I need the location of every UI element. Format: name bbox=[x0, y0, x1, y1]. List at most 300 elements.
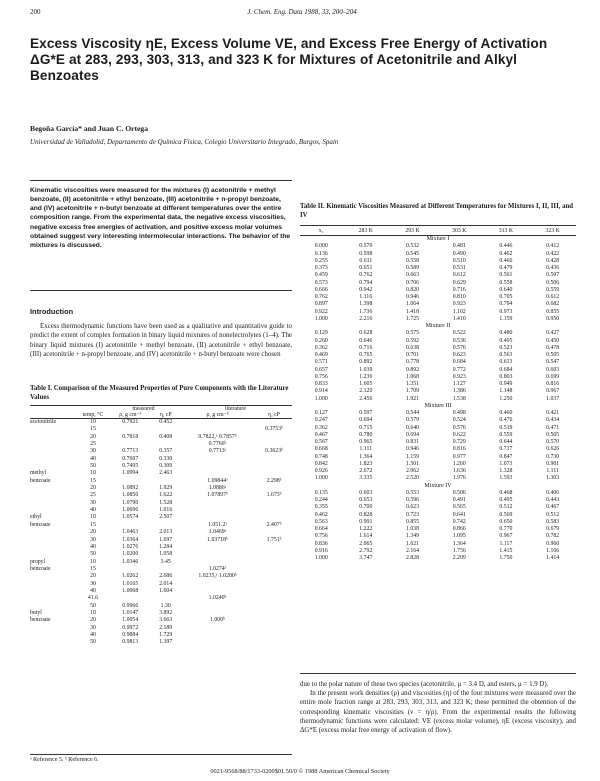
table2-cell: 0.135 bbox=[314, 489, 328, 496]
table2-cell: 0.650 bbox=[499, 518, 513, 525]
table1-row bbox=[30, 595, 292, 602]
table2-cell: 0.547 bbox=[546, 359, 560, 366]
table1-cell bbox=[153, 478, 179, 485]
table1-cell: 10 bbox=[90, 419, 96, 425]
table1-cell bbox=[30, 595, 78, 602]
table2-cell: 1.260 bbox=[452, 460, 466, 467]
table1-cell: 2.298ᵇ bbox=[266, 477, 282, 484]
table1-row bbox=[30, 566, 292, 573]
table2-cell: 0.421 bbox=[546, 410, 560, 416]
table2-cell: 0.847 bbox=[499, 453, 513, 460]
table2-cell: 0.563 bbox=[314, 518, 328, 525]
table2-cell: 0.406 bbox=[546, 489, 560, 496]
table1-bottom-rule bbox=[30, 754, 292, 755]
table2 bbox=[300, 225, 576, 562]
article-title: Excess Viscosity ηE, Excess Volume VE, and Excess Free Energy of Activation ΔG*E at 283, 293, 303, 313, and 323 K for Mixtures of Acetonitrile and Alkyl Benzoates bbox=[30, 36, 548, 83]
table1-cell: 1.622 bbox=[159, 492, 173, 499]
table1-cell bbox=[179, 463, 256, 470]
table2-mixture-row bbox=[300, 403, 576, 410]
table2-cell: 1.127 bbox=[452, 381, 466, 387]
table2-cell: 0.536 bbox=[452, 337, 466, 344]
table1-cell: 1.051.2ᵃ bbox=[208, 521, 227, 528]
table2-cell: 1.222 bbox=[359, 526, 373, 532]
table2-cell: 1.410 bbox=[452, 315, 466, 322]
table2-row bbox=[300, 287, 576, 294]
table2-cell: 0.892 bbox=[406, 366, 420, 373]
table1-cell bbox=[256, 463, 292, 470]
table1-cell: 1.0068 bbox=[122, 587, 139, 594]
table2-cell: 1.418 bbox=[406, 308, 420, 315]
table1-cell: 0.9966 bbox=[122, 602, 139, 609]
table2-cell: 1.709 bbox=[406, 388, 420, 395]
table1-row bbox=[30, 573, 292, 580]
table2-cell: 0.816 bbox=[546, 381, 560, 387]
table1-cell: 1.058 bbox=[159, 551, 173, 558]
table2-cell: 1.605 bbox=[359, 381, 373, 387]
table2-cell: 1.250 bbox=[499, 395, 513, 402]
table2-row bbox=[300, 374, 576, 381]
table2-row bbox=[300, 541, 576, 548]
table2-cell: 0.638 bbox=[406, 344, 420, 351]
table2-cell: 0.942 bbox=[359, 286, 373, 293]
table2-row bbox=[300, 301, 576, 308]
table1-cell: 15 bbox=[90, 565, 96, 572]
table1-cell bbox=[179, 507, 256, 514]
table1-cell: benzoate bbox=[30, 565, 51, 572]
right-paragraph-2: In the present work densities (ρ) and viscosities (η) of the four mixtures were measured over the entire mole fraction range at 283, 293, 303, 313, and 323 K; these permitted the obtention of the corresponding kinematic viscosities (ν = η/ρ). From the experimental results the following thermodynamic functions were calculated: VE (excess molar volume), ηE (excess viscosity), and ΔG*E (excess molar free energy of activation of flow). bbox=[300, 690, 576, 735]
table2-cell: 0.495 bbox=[499, 497, 513, 503]
table1-column-header: ρ, g cm⁻³ bbox=[179, 412, 256, 419]
table2-cell: 0.946 bbox=[406, 446, 420, 453]
table1-cell bbox=[30, 492, 78, 499]
table2-cell: 0.977 bbox=[452, 453, 466, 460]
table2-column-header: x₁ bbox=[300, 226, 342, 236]
table2-cell: 0.782 bbox=[546, 533, 560, 540]
table2-cell: 0.855 bbox=[546, 308, 560, 315]
table2-cell: 1.095 bbox=[452, 533, 466, 540]
table2-bottom-rule bbox=[300, 673, 576, 674]
table2-cell: 0.651 bbox=[359, 265, 373, 271]
table2-cell: 0.640 bbox=[406, 424, 420, 431]
table1-cell: benzoate bbox=[30, 617, 51, 624]
table2-cell: 0.855 bbox=[406, 518, 420, 525]
table1-cell: 0.7921 bbox=[122, 419, 139, 425]
table2-cell: 0.469 bbox=[314, 352, 328, 358]
table2-cell: 0.565 bbox=[452, 504, 466, 511]
table2-row bbox=[300, 309, 576, 316]
table1-cell: 1.0165 bbox=[122, 580, 139, 587]
table2-row bbox=[300, 446, 576, 453]
table1-cell: 1.09844ᵃ bbox=[207, 477, 228, 484]
table1-cell: 50 bbox=[90, 463, 96, 470]
table2-cell: 0.576 bbox=[452, 344, 466, 351]
table1-cell: 1.0346 bbox=[122, 558, 139, 565]
table2-row bbox=[300, 504, 576, 511]
table2-cell: 0.506 bbox=[546, 279, 560, 286]
table2-column-header: 313 K bbox=[483, 226, 530, 236]
table2-row bbox=[300, 497, 576, 504]
table1-cell bbox=[256, 639, 292, 646]
table2-cell: 0.653 bbox=[359, 497, 373, 503]
table2-row bbox=[300, 352, 576, 359]
table2-cell: 0.507 bbox=[546, 272, 560, 279]
table2-cell: 0.833 bbox=[314, 381, 328, 387]
table2-cell: 0.923 bbox=[452, 373, 466, 380]
table2-cell: 1.000 bbox=[314, 395, 328, 402]
table1-row bbox=[30, 522, 292, 529]
table2-cell: 0.478 bbox=[546, 344, 560, 351]
table1-cell: propyl bbox=[30, 558, 46, 565]
table2-cell: 0.512 bbox=[499, 504, 513, 511]
table2-row bbox=[300, 243, 576, 250]
table1-cell: 50 bbox=[90, 602, 96, 609]
table2-row bbox=[300, 338, 576, 345]
table2-cell: 0.613 bbox=[499, 359, 513, 366]
table2-cell: 0.136 bbox=[314, 250, 328, 257]
table2-cell: 2.065 bbox=[359, 540, 373, 547]
table2-cell: 1.750 bbox=[499, 555, 513, 561]
table1-caption: Table I. Comparison of the Measured Properties of Pure Components with the Literature Values bbox=[30, 385, 289, 401]
table2-row bbox=[300, 265, 576, 272]
table1 bbox=[30, 405, 292, 647]
table1-cell: 20 bbox=[90, 433, 96, 440]
table2-cell: 0.428 bbox=[546, 257, 560, 264]
table1-cell bbox=[30, 632, 78, 639]
table2-cell: 0.460 bbox=[499, 410, 513, 416]
table1-cell: benzoate bbox=[30, 477, 51, 484]
table2-cell: 0.640 bbox=[499, 286, 513, 293]
table1-row bbox=[30, 500, 292, 507]
table1-cell: 0.9884 bbox=[122, 631, 139, 638]
table1-cell bbox=[179, 559, 256, 566]
table2-cell: 1.414 bbox=[546, 555, 560, 561]
table1-cell: 1.729 bbox=[159, 631, 173, 638]
table2-cell: 0.716 bbox=[359, 344, 373, 351]
table1-cell: 10 bbox=[90, 470, 96, 477]
table1-cell: 1.0892 bbox=[122, 485, 139, 492]
table2-row bbox=[300, 251, 576, 258]
table2-cell: 0.603 bbox=[359, 489, 373, 496]
table1-cell: 0.7713 bbox=[122, 448, 139, 455]
table2-cell: 0.922 bbox=[314, 308, 328, 315]
introduction-text bbox=[30, 322, 292, 359]
table2-cell: 0.462 bbox=[314, 511, 328, 518]
table1-cell bbox=[256, 559, 292, 566]
table1-cell: 1.0147 bbox=[122, 609, 139, 616]
table1-cell: 40 bbox=[90, 631, 96, 638]
table1-cell: 1.0054 bbox=[122, 617, 139, 624]
table2-mixture-label: Mixture II bbox=[425, 323, 451, 329]
table2-cell: 0.794 bbox=[359, 279, 373, 286]
table1-cell: 1.0850 bbox=[122, 492, 139, 499]
table2-cell: 0.623 bbox=[406, 504, 420, 511]
table2-cell: 0.682 bbox=[546, 301, 560, 308]
table1-cell bbox=[30, 441, 78, 448]
table1-cell bbox=[153, 522, 179, 529]
table1-row bbox=[30, 551, 292, 558]
table2-cell: 1.736 bbox=[359, 308, 373, 315]
table2-column-header: 303 K bbox=[436, 226, 483, 236]
table2-cell: 0.914 bbox=[314, 388, 328, 395]
article-authors: Begoña García* and Juan C. Ortega bbox=[30, 124, 148, 133]
table2-cell: 0.510 bbox=[452, 257, 466, 264]
table2-cell: 0.570 bbox=[359, 243, 373, 250]
table2-cell: 0.756 bbox=[314, 373, 328, 380]
table2-cell: 0.701 bbox=[406, 352, 420, 358]
table2-cell: 1.538 bbox=[452, 395, 466, 402]
table1-cell: 50 bbox=[90, 551, 96, 558]
table1-row bbox=[30, 507, 292, 514]
table1-cell bbox=[256, 625, 292, 632]
table1-row bbox=[30, 478, 292, 485]
table2-cell: 0.730 bbox=[546, 453, 560, 460]
table1-cell bbox=[256, 441, 292, 448]
table1-cell bbox=[179, 551, 256, 558]
table1-column-header: ρ, g cm⁻³ bbox=[108, 412, 153, 419]
table2-cell: 1.328 bbox=[499, 468, 513, 474]
table2-cell: 1.756 bbox=[452, 547, 466, 554]
table1-row bbox=[30, 617, 292, 624]
table1-cell bbox=[30, 581, 78, 588]
table2-cell: 0.842 bbox=[314, 460, 328, 467]
introduction-heading: Introduction bbox=[30, 307, 74, 316]
table2-cell: 3.747 bbox=[359, 555, 373, 561]
table2-cell: 0.544 bbox=[406, 410, 420, 416]
table2-cell: 1.000 bbox=[314, 315, 328, 322]
table2-cell: 0.491 bbox=[452, 497, 466, 503]
table1-cell bbox=[256, 456, 292, 463]
table1-cell: 1.016 bbox=[159, 507, 173, 514]
table1-cell bbox=[179, 603, 256, 610]
introduction-paragraph: Excess thermodynamic functions have been used as a qualitative and quantitative guide to predict the extent of complex formation in binary liquid mixtures of nonelectrolytes (1–4). The binary liquid mixtures (I) acetonitrile + methyl benzoate, (II) acetonitrile + ethyl benzoate, (III) acetonitrile + n-propyl benzoate, and (IV) acetonitrile + n-butyl benzoate were chosen bbox=[30, 323, 292, 358]
table2-cell: 2.792 bbox=[359, 547, 373, 554]
table2-mixture-row bbox=[300, 323, 576, 330]
table2-cell: 1.116 bbox=[359, 294, 373, 300]
table1-cell: 0.357 bbox=[159, 448, 173, 455]
table2-cell: 0.663 bbox=[406, 272, 420, 279]
table1-cell: 1.0274ᵃ bbox=[208, 565, 227, 572]
table1-cell bbox=[153, 426, 179, 433]
table2-cell: 0.778 bbox=[406, 359, 420, 366]
table1-cell bbox=[256, 581, 292, 588]
table2-mixture-label: Mixture I bbox=[426, 236, 450, 242]
page-footer: 0021-9568/88/1733-0200$01.50/0 © 1988 American Chemical Society bbox=[210, 768, 390, 775]
table2-cell: 0.519 bbox=[499, 424, 513, 431]
table2-cell: 2.216 bbox=[359, 315, 373, 322]
table2-row bbox=[300, 439, 576, 446]
table1-cell: 1.0463 bbox=[122, 529, 139, 536]
table1-cell: 0.7822,ᵃ 0.7857ᵇ bbox=[198, 433, 237, 440]
author-affiliation: Universidad de Valladolid, Departamento de Química Física, Colegio Universitario Integrado, Burgos, Spain bbox=[30, 138, 339, 146]
table2-cell: 0.729 bbox=[452, 439, 466, 445]
table2-cell: 1.117 bbox=[499, 540, 513, 547]
table1-cell: 2.014 bbox=[159, 580, 173, 587]
table1-cell: 15 bbox=[90, 521, 96, 528]
table1-cell bbox=[108, 478, 153, 485]
table2-cell: 0.748 bbox=[314, 453, 328, 460]
table1-cell: 1.929 bbox=[159, 485, 173, 492]
table1-row bbox=[30, 639, 292, 646]
table2-cell: 1.501 bbox=[406, 460, 420, 467]
table1-footnote: ᵃ Reference 5. ᵇ Reference 6. bbox=[30, 757, 99, 763]
table1-cell bbox=[179, 470, 256, 477]
table1-cell bbox=[256, 507, 292, 514]
table2-cell: 0.700 bbox=[359, 504, 373, 511]
table2-cell: 0.481 bbox=[452, 243, 466, 250]
table1-row bbox=[30, 426, 292, 433]
table2-cell: 0.597 bbox=[359, 410, 373, 416]
table2-cell: 0.668 bbox=[314, 446, 328, 453]
table2-cell: 1.921 bbox=[406, 395, 420, 402]
table2-cell: 1.111 bbox=[359, 446, 373, 453]
table2-cell: 0.244 bbox=[314, 497, 328, 503]
table2-cell: 0.705 bbox=[499, 294, 513, 300]
table2-cell: 1.064 bbox=[406, 301, 420, 308]
table2-cell: 0.973 bbox=[499, 308, 513, 315]
table2-row bbox=[300, 367, 576, 374]
table1-cell: 1.0696 bbox=[122, 507, 139, 514]
table2-mixture-label: Mixture III bbox=[424, 402, 452, 409]
table1-cell: 2.507 bbox=[159, 514, 173, 521]
table1-row bbox=[30, 544, 292, 551]
table1-cell: 1.07897ᵇ bbox=[207, 492, 228, 499]
table2-cell: 0.967 bbox=[499, 533, 513, 540]
table1-cell bbox=[108, 522, 153, 529]
table2-cell: 0.836 bbox=[314, 540, 328, 547]
table2-cell: 0.646 bbox=[359, 337, 373, 344]
table1-cell bbox=[179, 625, 256, 632]
table2-cell: 0.569 bbox=[499, 511, 513, 518]
table2-cell: 0.641 bbox=[452, 511, 466, 518]
table2-cell: 0.628 bbox=[359, 330, 373, 337]
table2-column-header: 293 K bbox=[389, 226, 436, 236]
table2-cell: 0.558 bbox=[406, 257, 420, 264]
table1-cell bbox=[256, 470, 292, 477]
table1-cell bbox=[30, 551, 78, 558]
table1-row bbox=[30, 537, 292, 544]
table1-cell bbox=[30, 588, 78, 595]
table1-group-literature: literature bbox=[179, 406, 292, 413]
table1-cell: 0.7607 bbox=[122, 455, 139, 462]
table2-row bbox=[300, 417, 576, 424]
table2-cell: 0.480 bbox=[499, 330, 513, 337]
table2-cell: 0.561 bbox=[499, 272, 513, 279]
table1-cell bbox=[30, 448, 78, 455]
table2-cell: 0.571 bbox=[314, 359, 328, 366]
table1-cell: 1.30 bbox=[160, 602, 171, 609]
table2-cell: 0.471 bbox=[546, 424, 560, 431]
table2-row bbox=[300, 526, 576, 533]
table2-cell: 0.592 bbox=[406, 337, 420, 344]
table1-cell: 1.0200 bbox=[122, 551, 139, 558]
table2-row bbox=[300, 461, 576, 468]
table2-cell: 0.466 bbox=[499, 257, 513, 264]
table1-cell: 10 bbox=[90, 514, 96, 521]
table1-cell bbox=[179, 632, 256, 639]
table1-cell: 1.528 bbox=[159, 499, 173, 506]
table2-cell: 0.506 bbox=[452, 489, 466, 496]
table2-cell: 0.505 bbox=[546, 352, 560, 358]
table1-column-header: η, cP bbox=[153, 412, 179, 419]
table2-cell: 1.303 bbox=[546, 475, 560, 482]
table2-mixture-row bbox=[300, 483, 576, 490]
table1-cell bbox=[256, 595, 292, 602]
table1-cell bbox=[256, 551, 292, 558]
table1-row bbox=[30, 463, 292, 470]
table2-row bbox=[300, 359, 576, 366]
table2-cell: 1.159 bbox=[406, 453, 420, 460]
table1-row bbox=[30, 581, 292, 588]
table2-cell: 1.000 bbox=[314, 555, 328, 561]
table2-cell: 1.725 bbox=[406, 315, 420, 322]
table1-cell: ethyl bbox=[30, 514, 42, 521]
table1-cell: 1.0574 bbox=[122, 514, 139, 521]
table2-cell: 0.626 bbox=[546, 446, 560, 453]
table2-cell: 0.772 bbox=[452, 366, 466, 373]
table1-cell: 1.697 bbox=[159, 536, 173, 543]
table2-cell: 0.897 bbox=[314, 301, 328, 308]
table1-cell bbox=[256, 500, 292, 507]
table2-cell: 0.559 bbox=[499, 431, 513, 438]
table1-cell bbox=[30, 507, 78, 514]
table1-cell: 0.408 bbox=[159, 433, 173, 440]
table1-cell: 2.189 bbox=[159, 624, 173, 631]
table1-cell: 41.6 bbox=[87, 595, 99, 602]
table1-row bbox=[30, 492, 292, 499]
table2-cell: 0.679 bbox=[546, 526, 560, 532]
table1-cell: 40 bbox=[90, 543, 96, 550]
table2-row bbox=[300, 454, 576, 461]
table2-row bbox=[300, 258, 576, 265]
table1-column-header: η, cP bbox=[256, 412, 292, 419]
table1-cell: 0.7818 bbox=[122, 433, 139, 440]
table2-cell: 0.247 bbox=[314, 417, 328, 424]
table2-cell: 0.991 bbox=[359, 518, 373, 525]
table1-cell: 0.7766ᵇ bbox=[208, 441, 227, 448]
table2-cell: 1.349 bbox=[406, 533, 420, 540]
table1-row bbox=[30, 441, 292, 448]
table2-cell: 0.623 bbox=[452, 352, 466, 358]
table2-row bbox=[300, 432, 576, 439]
table1-cell: 40 bbox=[90, 455, 96, 462]
table1-cell: 30 bbox=[90, 580, 96, 587]
table1-cell: 10 bbox=[90, 558, 96, 565]
table1-cell: 1.0240ᵇ bbox=[208, 595, 227, 602]
table1-cell bbox=[256, 566, 292, 573]
table2-row bbox=[300, 388, 576, 395]
table1-cell bbox=[179, 456, 256, 463]
table2-cell: 2.456 bbox=[359, 395, 373, 402]
table1-cell: 2.013 bbox=[159, 529, 173, 536]
table2-cell: 0.756 bbox=[314, 533, 328, 540]
table2-cell: 0.476 bbox=[499, 417, 513, 424]
table1-cell: 50 bbox=[90, 639, 96, 646]
table1-cell bbox=[30, 639, 78, 646]
table2-cell: 0.742 bbox=[452, 518, 466, 525]
table1-cell: 1.0262 bbox=[122, 573, 139, 580]
table1-cell: 1.604 bbox=[159, 587, 173, 594]
table2-cell: 1.976 bbox=[452, 475, 466, 482]
table2-cell: 0.498 bbox=[452, 410, 466, 416]
table2-row bbox=[300, 345, 576, 352]
table1-cell: 1.397 bbox=[159, 639, 173, 646]
table2-cell: 0.427 bbox=[546, 330, 560, 337]
table2-cell: 0.467 bbox=[314, 431, 328, 438]
table2-cell: 1.823 bbox=[359, 460, 373, 467]
table2-cell: 0.127 bbox=[314, 410, 328, 416]
table2-row bbox=[300, 519, 576, 526]
table2-cell: 0.949 bbox=[499, 381, 513, 387]
